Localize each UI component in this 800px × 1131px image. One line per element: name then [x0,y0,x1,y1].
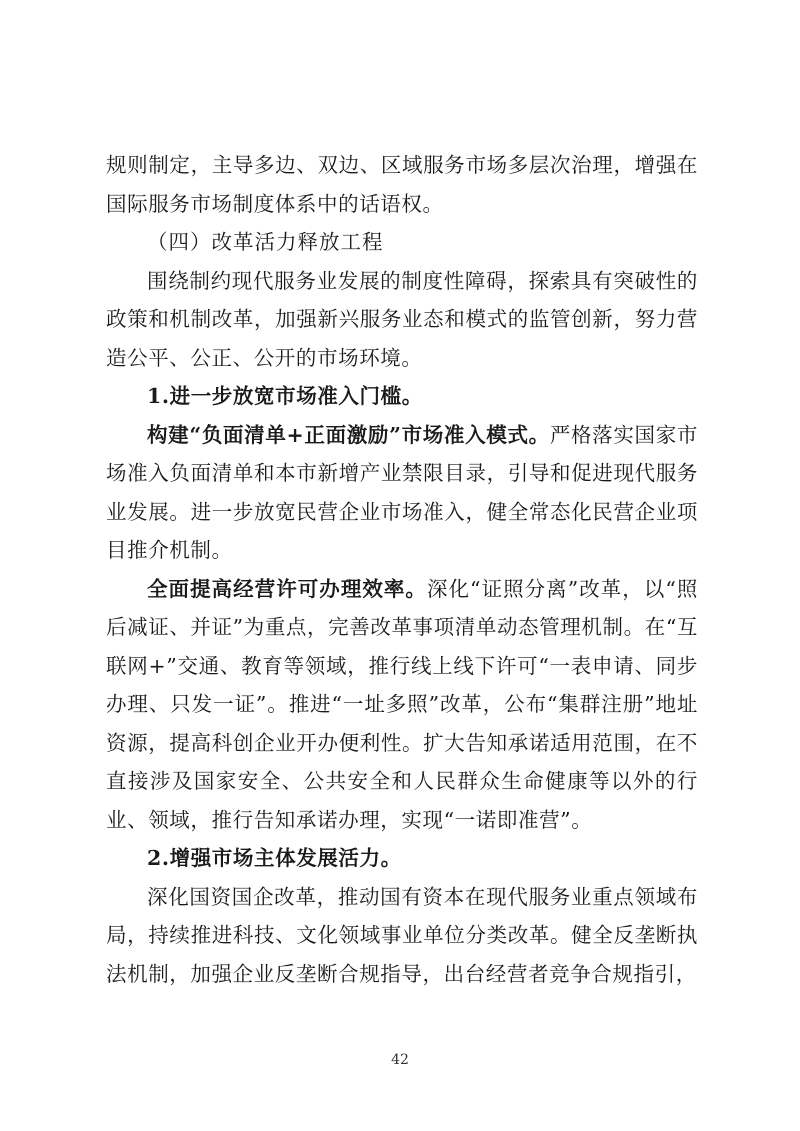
paragraph-soe-reform: 深化国资国企改革，推动国有资本在现代服务业重点领域布局，持续推进科技、文化领域事业单位分类改革。健全反垄断执法机制，加强企业反垄断合规指导，出台经营者竞争合规指引， [106,884,698,986]
page-number: 42 [391,1052,409,1068]
paragraph-continuation: 规则制定，主导多边、双边、区域服务市场多层次治理，增强在国际服务市场制度体系中的话语权。 [106,153,698,216]
paragraph-lead: 全面提高经营许可办理效率。 [147,576,427,601]
paragraph-body: 深化“证照分离”改革，以“照后减证、并证”为重点，完善改革事项清单动态管理机制。在“互联网+”交通、教育等领域，推行线上线下许可“一表申请、同步办理、只发一证”。推进“一址多照”改革，公布“集群注册”地址资源，提高科创企业开办便利性。扩大告知承诺适用范围，在不直接涉及国家安全、公共安全和人民群众生命健康等以外的行业、领域，推行告知承诺办理，实现“一诺即准营”。 [106,576,698,832]
paragraph-lead: 构建“负面清单+正面激励”市场准入模式。 [147,422,550,447]
paragraph-body: 严格落实国家市场准入负面清单和本市新增产业禁限目录，引导和促进现代服务业发展。进一步放宽民营企业市场准入，健全常态化民营企业项目推介机制。 [106,422,698,562]
paragraph-market-access [106,416,698,570]
paragraph-licensing [106,570,698,840]
document-body [106,146,698,993]
subsection-heading-2: 2.增强市场主体发展活力。 [147,846,402,870]
subsection-heading-1: 1.进一步放宽市场准入门槛。 [147,384,423,408]
section-intro-paragraph: 围绕制约现代服务业发展的制度性障碍，探索具有突破性的政策和机制改革，加强新兴服务业态和模式的监管创新，努力营造公平、公正、公开的市场环境。 [106,268,698,370]
section-heading: （四）改革活力释放工程 [147,230,384,254]
